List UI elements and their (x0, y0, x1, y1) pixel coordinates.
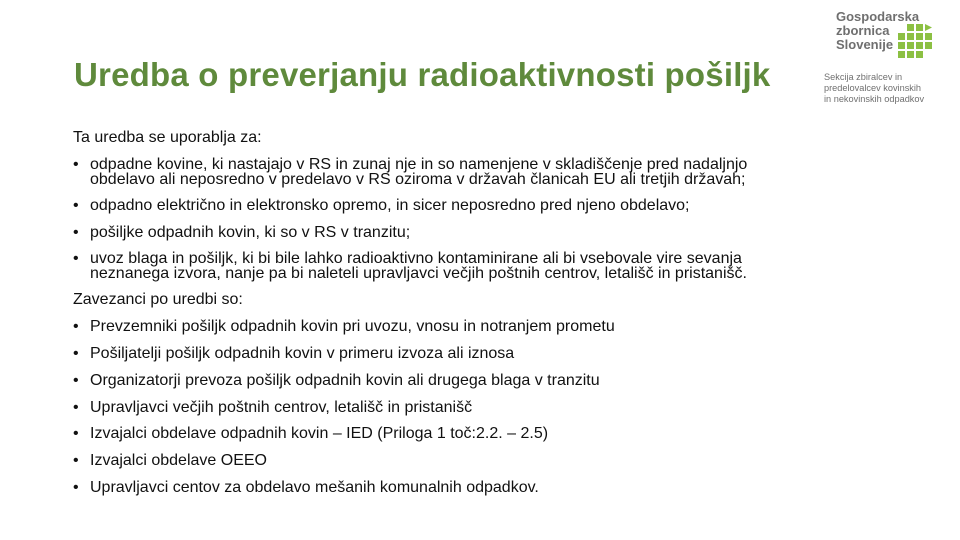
list-item (73, 193, 933, 220)
bullet: • (73, 250, 79, 268)
list-item (73, 220, 933, 247)
item-text: Izvajalci obdelave odpadnih kovin – IED (Priloga 1 toč:2.2. – 2.5) (90, 425, 549, 443)
logo-name-line: Gospodarska (836, 9, 920, 24)
slide-body (73, 125, 933, 502)
logo-subtitle-line: Sekcija zbiralcev in (824, 72, 903, 82)
bullet: • (73, 452, 79, 470)
bullet: • (73, 223, 79, 241)
bullet: • (73, 318, 79, 336)
obligated-list (73, 314, 933, 502)
list-item (73, 475, 933, 502)
logo-subtitle-line: predelovalcev kovinskih (824, 83, 922, 93)
section-heading-obligated: Zavezanci po uredbi so: (73, 291, 243, 309)
section-heading-scope: Ta uredba se uporablja za: (73, 129, 262, 146)
list-item (73, 395, 933, 422)
gzs-logo (824, 10, 954, 110)
grid-logo-icon (894, 24, 932, 60)
bullet: • (73, 478, 79, 496)
logo-subtitle-line: in nekovinskih odpadkov (824, 94, 925, 104)
slide-title: Uredba o preverjanju radioaktivnosti pošiljk (74, 56, 771, 93)
item-text-cont: neznanega izvora, nanje pa bi naleteli upravljavci večjih poštnih centrov, letališč in pristanišč. (90, 265, 747, 283)
item-text: Upravljavci večjih poštnih centrov, letališč in pristanišč (90, 398, 473, 416)
item-text: uvoz blaga in pošiljk, ki bi bile lahko radioaktivno kontaminirane ali bi vsebovale vire sevanja (90, 250, 742, 268)
item-text: Organizatorji prevoza pošiljk odpadnih kovin ali drugega blaga v tranzitu (90, 371, 600, 389)
bullet: • (73, 344, 79, 362)
item-text: Izvajalci obdelave OEEO (90, 452, 267, 470)
list-item (73, 448, 933, 475)
scope-list (73, 152, 933, 288)
logo-name-line: Slovenije (836, 37, 894, 52)
bullet: • (73, 371, 79, 389)
bullet: • (73, 155, 79, 173)
list-item (73, 246, 933, 287)
list-item (73, 368, 933, 395)
item-text: pošiljke odpadnih kovin, ki so v RS v tranzitu; (90, 223, 411, 241)
list-item (73, 152, 933, 193)
item-text-cont: obdelavo ali neposredno v predelavo v RS oziroma v državah članicah EU ali tretjih državah; (90, 170, 746, 188)
list-item (73, 421, 933, 448)
item-text: Prevzemniki pošiljk odpadnih kovin pri uvozu, vnosu in notranjem prometu (90, 318, 615, 336)
item-text: Pošiljatelji pošiljk odpadnih kovin v primeru izvoza ali iznosa (90, 344, 515, 362)
logo-subtitle (824, 72, 924, 105)
bullet: • (73, 398, 79, 416)
list-item (73, 341, 933, 368)
bullet: • (73, 425, 79, 443)
item-text: Upravljavci centov za obdelavo mešanih komunalnih odpadkov. (90, 478, 539, 496)
bullet: • (73, 196, 79, 214)
list-item (73, 314, 933, 341)
logo-name-line: zbornica (836, 23, 890, 38)
item-text: odpadno električno in elektronsko opremo, in sicer neposredno pred njeno obdelavo; (90, 196, 690, 214)
item-text: odpadne kovine, ki nastajajo v RS in zunaj nje in so namenjene v skladiščenje pred nadaljnjo (90, 155, 748, 173)
